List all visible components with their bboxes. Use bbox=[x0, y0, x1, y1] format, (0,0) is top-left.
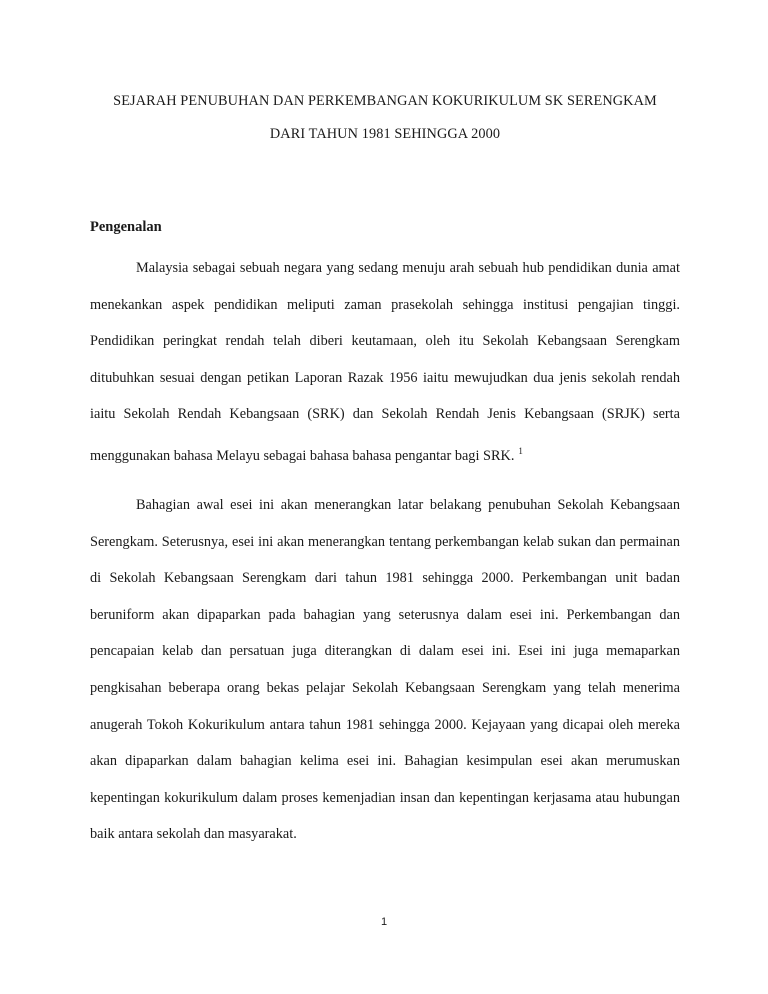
footnote-marker: 1 bbox=[518, 445, 523, 456]
section-heading: Pengenalan bbox=[90, 219, 162, 235]
paragraph-overview bbox=[90, 487, 680, 853]
paragraph-2-text: Bahagian awal esei ini akan menerangkan latar belakang penubuhan Sekolah Kebangsaan Serengkam. Seterusnya, esei ini akan menerangkan tentang perkembangan kelab sukan dan permainan di Sekolah Kebangsaan Serengkam dari tahun 1981 sehingga 2000. Perkembangan unit badan beruniform akan dipaparkan pada bahagian yang seterusnya dalam esei ini. Perkembangan dan pencapaian kelab dan persatuan juga diterangkan di dalam esei ini. Esei ini juga memaparkan pengkisahan beberapa orang bekas pelajar Sekolah Kebangsaan Serengkam yang telah menerima anugerah Tokoh Kokurikulum antara tahun 1981 sehingga 2000. Kejayaan yang dicapai oleh mereka akan dipaparkan dalam bahagian kelima esei ini. Bahagian kesimpulan esei akan merumuskan kepentingan kokurikulum dalam proses kemenjadian insan dan kepentingan kerjasama atau hubungan baik antara sekolah dan masyarakat. bbox=[90, 497, 680, 843]
title-line-1: SEJARAH PENUBUHAN DAN PERKEMBANGAN KOKURIKULUM SK SERENGKAM bbox=[113, 93, 657, 109]
paragraph-introduction bbox=[90, 250, 680, 474]
title-line-2: DARI TAHUN 1981 SEHINGGA 2000 bbox=[269, 126, 501, 142]
paragraph-1-text: Malaysia sebagai sebuah negara yang sedang menuju arah sebuah hub pendidikan dunia amat menekankan aspek pendidikan meliputi zaman prasekolah sehingga institusi pengajian tinggi. Pendidikan peringkat rendah telah diberi keutamaan, oleh itu Sekolah Kebangsaan Serengkam ditubuhkan sesuai dengan petikan Laporan Razak 1956 iaitu mewujudkan dua jenis sekolah rendah iaitu Sekolah Rendah Kebangsaan (SRK) dan Sekolah Rendah Jenis Kebangsaan (SRJK) serta menggunakan bahasa Melayu sebagai bahasa bahasa pengantar bagi SRK. bbox=[90, 260, 680, 464]
page-number: 1 bbox=[380, 916, 388, 928]
